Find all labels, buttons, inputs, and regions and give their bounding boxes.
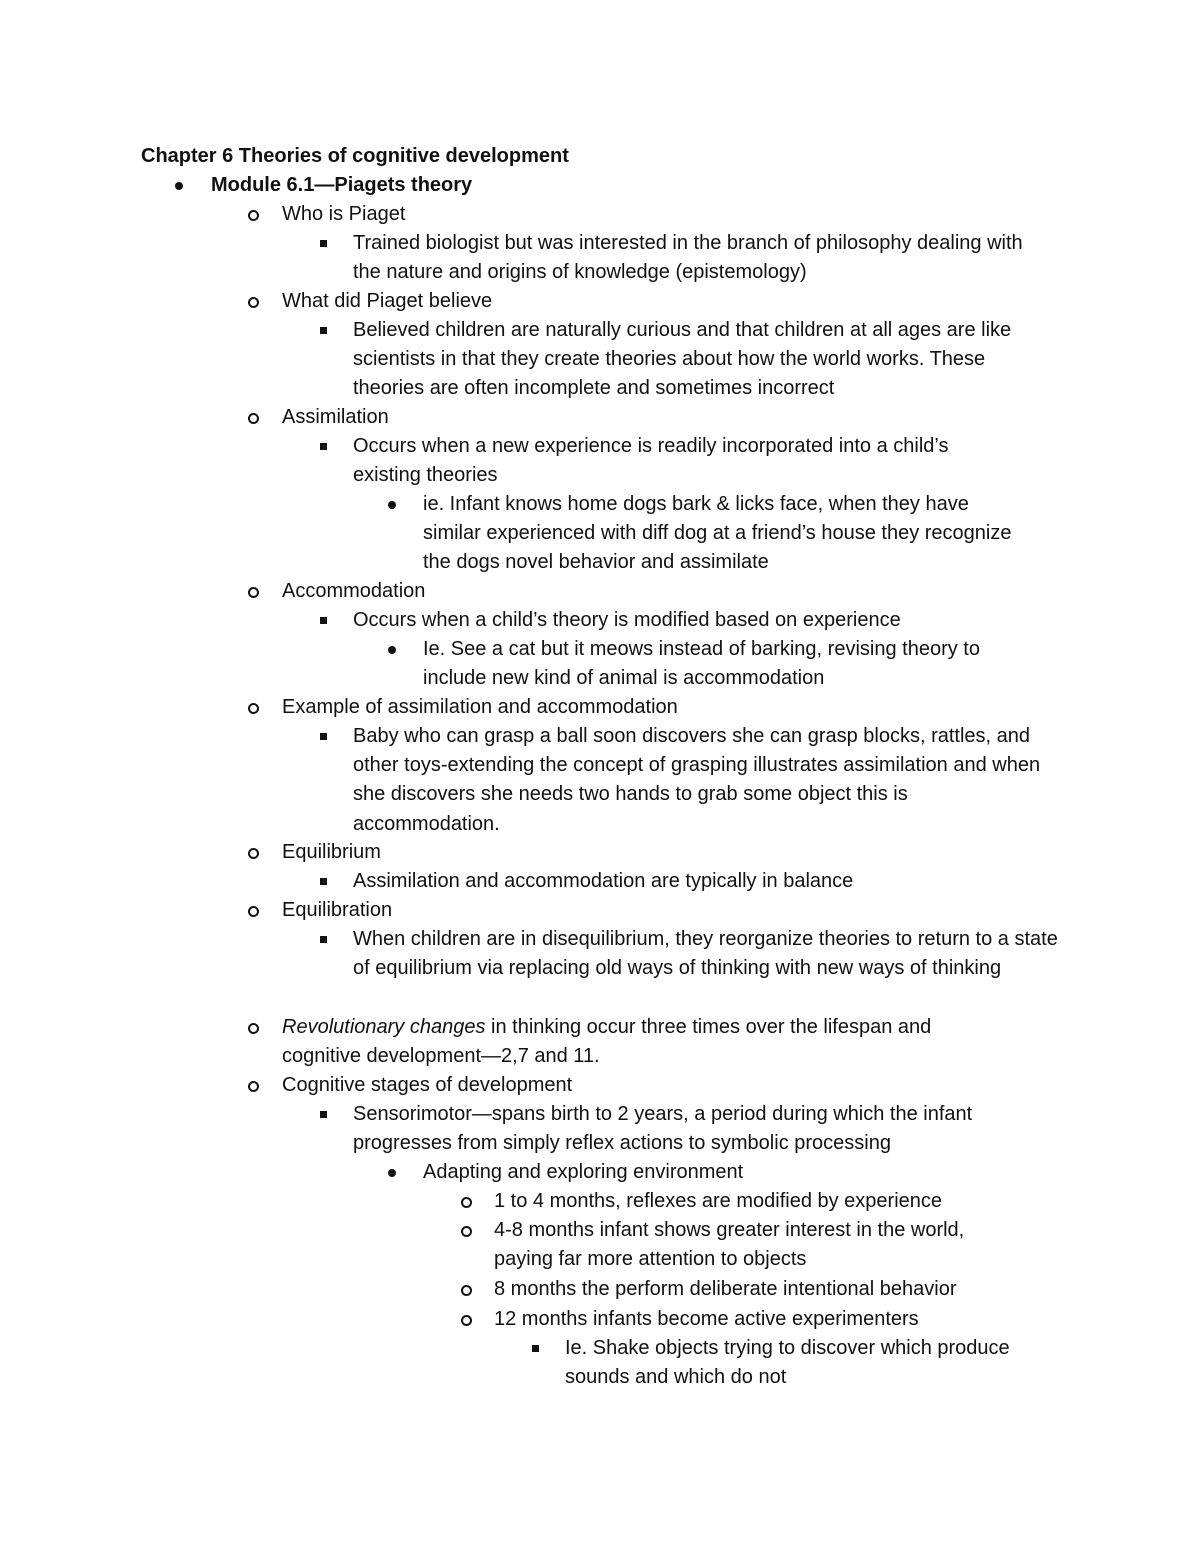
section-heading [282, 287, 1062, 316]
section-heading-text: Accommodation [282, 580, 426, 602]
section-point [353, 722, 1048, 839]
section-point [353, 1100, 1043, 1158]
section-heading-text: What did Piaget believe [282, 290, 493, 312]
final-example-text: Ie. Shake objects trying to discover which produce sounds and which do not [565, 1337, 1010, 1389]
section-point-text: When children are in disequilibrium, they reorganize theories to return to a state of equilibrium via replacing old ways of thinking with new ways of thinking [353, 928, 1058, 980]
circle-bullet-icon [248, 587, 259, 598]
chapter-title: Chapter 6 Theories of cognitive development [141, 145, 569, 167]
section-point-text: Trained biologist but was interested in the branch of philosophy dealing with the nature and origins of knowledge (epistemology) [353, 232, 1023, 284]
circle-bullet-icon [461, 1226, 472, 1237]
sub-point-text: 12 months infants become active experimenters [494, 1308, 919, 1330]
example-point [423, 490, 1023, 578]
module-heading [211, 171, 1111, 200]
section-heading [282, 693, 1062, 722]
section-heading [282, 1071, 1062, 1100]
square-bullet-icon [320, 733, 327, 740]
sub-point-text: 1 to 4 months, reflexes are modified by experience [494, 1190, 943, 1212]
sub-heading-text: Adapting and exploring environment [423, 1161, 744, 1183]
circle-bullet-icon [248, 413, 259, 424]
square-bullet-icon [320, 443, 327, 450]
square-bullet-icon [320, 1111, 327, 1118]
circle-bullet-icon [248, 297, 259, 308]
example-text: Ie. See a cat but it meows instead of barking, revising theory to include new kind of animal is accommodation [423, 638, 980, 690]
sub-point [494, 1216, 1024, 1274]
circle-bullet-icon [248, 703, 259, 714]
section-heading [282, 403, 1062, 432]
disc-bullet-icon [388, 1169, 396, 1177]
section-heading-text: Cognitive stages of development [282, 1074, 573, 1096]
square-bullet-icon [320, 878, 327, 885]
circle-bullet-icon [248, 1023, 259, 1034]
section-heading-text: Equilibration [282, 899, 393, 921]
example-text: ie. Infant knows home dogs bark & licks face, when they have similar experienced with diff dog at a friend’s house they recognize the dogs novel behavior and assimilate [423, 493, 1012, 574]
disc-bullet-icon [175, 182, 183, 190]
example-point [423, 635, 1033, 693]
section-heading-text: Assimilation [282, 406, 389, 428]
circle-bullet-icon [461, 1197, 472, 1208]
square-bullet-icon [320, 936, 327, 943]
circle-bullet-icon [248, 906, 259, 917]
section-heading [282, 838, 1062, 867]
disc-bullet-icon [388, 501, 396, 509]
section-point-text: Occurs when a new experience is readily incorporated into a child’s existing theories [353, 435, 949, 487]
circle-bullet-icon [461, 1315, 472, 1326]
section-heading-rest: in thinking occur three times over the lifespan and cognitive development—2,7 and 11. [282, 1016, 932, 1068]
section-heading [282, 896, 1062, 925]
sub-point-text: 4-8 months infant shows greater interest in the world, paying far more attention to objects [494, 1219, 965, 1271]
section-point-text: Sensorimotor—spans birth to 2 years, a period during which the infant progresses from simply reflex actions to symbolic processing [353, 1103, 973, 1155]
module-heading-text: Module 6.1—Piagets theory [211, 174, 473, 196]
section-point-text: Baby who can grasp a ball soon discovers she can grasp blocks, rattles, and other toys-extending the concept of grasping illustrates assimilation and when she discovers she needs two hands to grab some object this is accommodation. [353, 725, 1041, 835]
square-bullet-icon [320, 240, 327, 247]
section-point-text: Occurs when a child’s theory is modified based on experience [353, 609, 901, 631]
circle-bullet-icon [461, 1285, 472, 1296]
sub-point [494, 1187, 1054, 1216]
section-heading [282, 1013, 1002, 1071]
section-heading-text: Equilibrium [282, 841, 381, 863]
section-point-text: Believed children are naturally curious and that children at all ages are like scientists in that they create theories about how the world works. These theories are often incomplete and sometimes incorrect [353, 319, 1012, 400]
emphasis-text: Revolutionary changes [282, 1016, 486, 1038]
disc-bullet-icon [388, 646, 396, 654]
sub-point [494, 1275, 1054, 1304]
section-point-text: Assimilation and accommodation are typically in balance [353, 870, 854, 892]
section-point [353, 606, 1053, 635]
circle-bullet-icon [248, 210, 259, 221]
section-point [353, 432, 1013, 490]
circle-bullet-icon [248, 1081, 259, 1092]
sub-point [494, 1305, 1054, 1334]
section-heading-text: Who is Piaget [282, 203, 406, 225]
section-point [353, 229, 1053, 287]
circle-bullet-icon [248, 848, 259, 859]
section-point [353, 316, 1043, 404]
section-point [353, 867, 1053, 896]
section-heading-text: Example of assimilation and accommodation [282, 696, 678, 718]
section-point [353, 925, 1063, 983]
sub-point-text: 8 months the perform deliberate intentional behavior [494, 1278, 957, 1300]
square-bullet-icon [532, 1345, 539, 1352]
final-example [565, 1334, 1055, 1392]
square-bullet-icon [320, 617, 327, 624]
section-heading [282, 577, 1062, 606]
square-bullet-icon [320, 327, 327, 334]
section-heading [282, 200, 1062, 229]
sub-heading [423, 1158, 1043, 1187]
section-heading-text [282, 1013, 1002, 1071]
